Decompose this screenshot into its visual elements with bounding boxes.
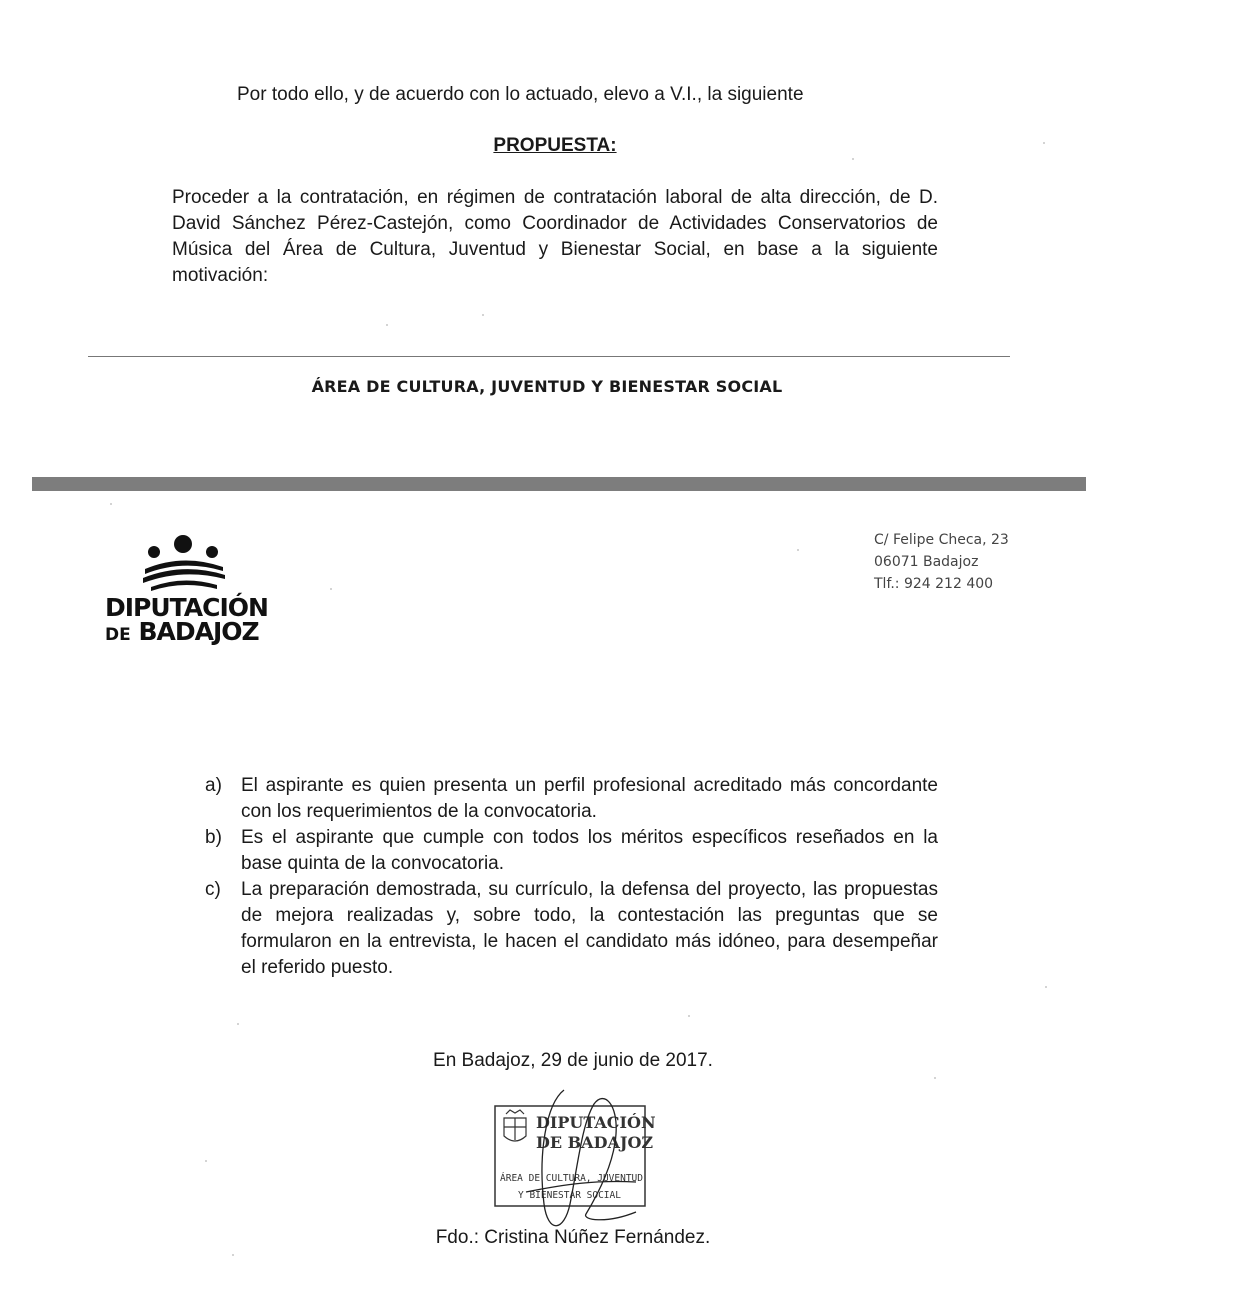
address-block <box>874 529 1009 595</box>
address-city: 06071 Badajoz <box>874 554 979 570</box>
diputacion-logo <box>105 533 275 647</box>
scan-speck <box>852 158 854 160</box>
scan-speck <box>330 588 332 590</box>
logo-line-2 <box>105 617 275 647</box>
intro-text: Por todo ello, y de acuerdo con lo actuado, elevo a V.I., la siguiente <box>237 84 804 105</box>
list-marker: b) <box>205 827 222 848</box>
list-marker: a) <box>205 775 222 796</box>
list-item <box>205 877 938 981</box>
scan-speck <box>386 324 388 326</box>
stamp-line-3: ÁREA DE CULTURA, JUVENTUD <box>500 1173 643 1184</box>
scan-speck <box>1043 142 1045 144</box>
scan-speck <box>205 1160 207 1162</box>
footer-divider <box>88 356 1010 357</box>
reasons-list <box>205 773 938 981</box>
scan-speck <box>482 314 484 316</box>
place-date: En Badajoz, 29 de junio de 2017. <box>433 1050 713 1071</box>
address-phone: Tlf.: 924 212 400 <box>874 576 994 592</box>
signed-by: Fdo.: Cristina Núñez Fernández. <box>435 1227 711 1248</box>
address-street: C/ Felipe Checa, 23 <box>874 532 1009 548</box>
logo-line-2-prefix: DE <box>105 625 131 645</box>
list-item <box>205 825 938 877</box>
list-item-text: Es el aspirante que cumple con todos los méritos específicos reseñados en la base quinta de la convocatoria. <box>241 827 938 874</box>
scan-speck <box>797 549 799 551</box>
list-marker: c) <box>205 879 221 900</box>
scan-speck <box>688 1015 690 1017</box>
list-item-text: La preparación demostrada, su currículo, la defensa del proyecto, las propuestas de mejora realizadas y, sobre todo, la contestación las preguntas que se formularon en la entrevista, le hacen el candidato más idóneo, para desempeñar el referido puesto. <box>241 879 938 978</box>
stamp-line-4: Y BIENESTAR SOCIAL <box>518 1190 621 1201</box>
logo-line-2-main: BADAJOZ <box>138 617 259 646</box>
logo-line-1: DIPUTACIÓN <box>105 593 268 622</box>
scan-speck <box>934 1077 936 1079</box>
scan-speck <box>1045 986 1047 988</box>
proposal-heading: PROPUESTA: <box>493 135 617 156</box>
coat-of-arms-icon <box>504 1110 526 1141</box>
scan-speck <box>237 1023 239 1025</box>
stamp-line-2: DE BADAJOZ <box>536 1133 654 1152</box>
area-footer-text: ÁREA DE CULTURA, JUVENTUD Y BIENESTAR SOCIAL <box>311 377 783 396</box>
list-item <box>205 773 938 825</box>
official-stamp <box>486 1084 666 1234</box>
scan-speck <box>232 1254 234 1256</box>
scan-speck <box>110 503 112 505</box>
stamp-line-1: DIPUTACIÓN <box>536 1113 656 1132</box>
list-item-text: El aspirante es quien presenta un perfil profesional acreditado más concordante con los requerimientos de la convocatoria. <box>241 775 938 822</box>
page-break-band <box>32 477 1086 491</box>
proposal-paragraph: Proceder a la contratación, en régimen de contratación laboral de alta dirección, de D. David Sánchez Pérez-Castejón, como Coordinador de Actividades Conservatorios de Música del Área de Cultura, Juventud y Bienestar Social, en base a la siguiente motivación: <box>172 187 938 286</box>
logo-mark-icon <box>137 533 227 591</box>
